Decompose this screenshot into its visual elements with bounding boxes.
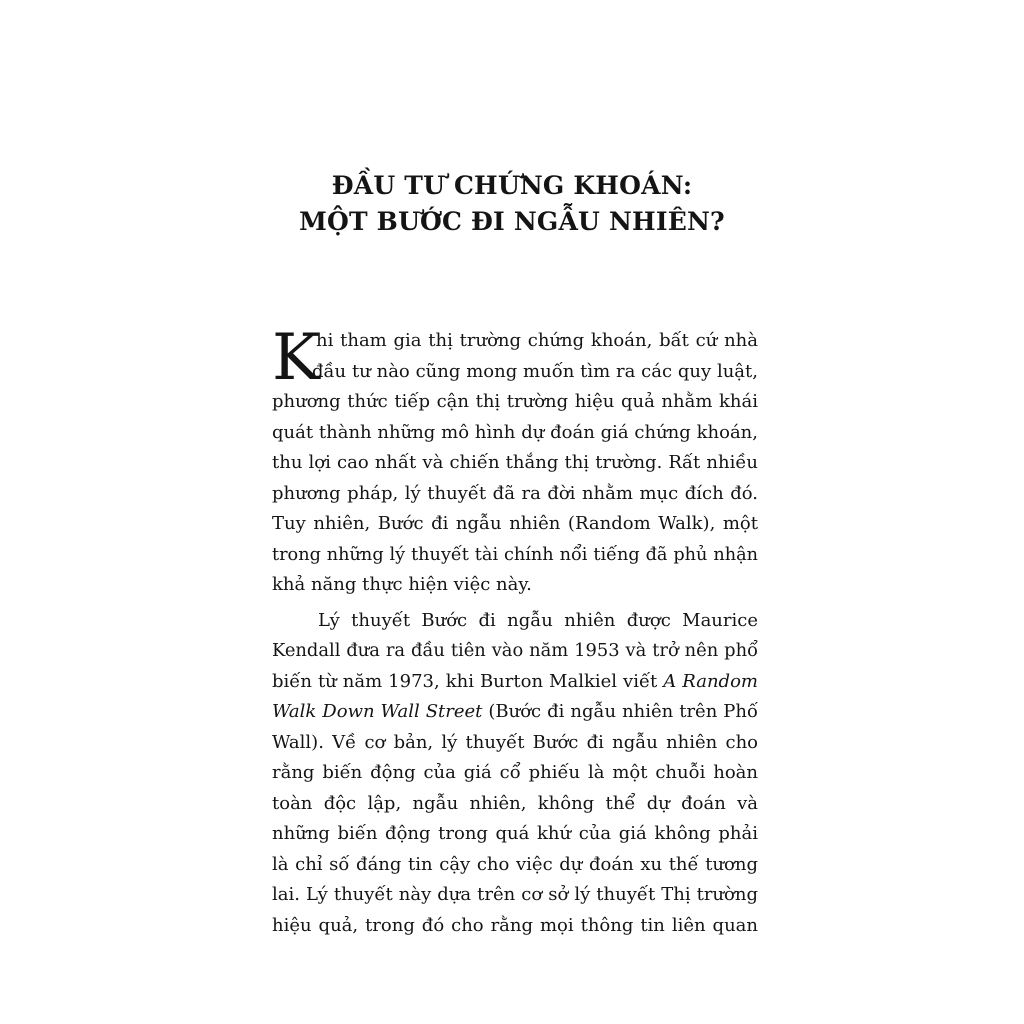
paragraph-2-line-11: hiệu quả, trong đó cho rằng mọi thông tin liên quan <box>272 914 758 936</box>
paragraph-2-line-9: là chỉ số đáng tin cậy cho việc dự đoán xu thế tương <box>272 853 758 875</box>
drop-cap: K <box>272 321 320 395</box>
chapter-title <box>262 168 762 240</box>
paragraph-2-line-4-text: (Bước đi ngẫu nhiên trên Phố <box>482 701 758 722</box>
paragraph-2-line-10: lai. Lý thuyết này dựa trên cơ sở lý thuyết Thị trường <box>272 884 758 905</box>
paragraph-1-line-8: trong những lý thuyết tài chính nổi tiếng đã phủ nhận <box>272 544 758 565</box>
book-title-part-2: Walk Down Wall Street <box>272 701 483 722</box>
paragraph-1-line-6: phương pháp, lý thuyết đã ra đời nhằm mục đích đó. <box>272 482 758 504</box>
paragraph-1-line-1: hi tham gia thị trường chứng khoán, bất cứ nhà <box>316 330 758 351</box>
paragraph-1 <box>272 321 758 601</box>
chapter-title-line-1: ĐẦU TƯ CHỨNG KHOÁN: <box>331 171 693 200</box>
paragraph-2-line-3-text: biến từ năm 1973, khi Burton Malkiel viết <box>272 670 664 692</box>
paragraph-2-line-8: những biến động trong quá khứ của giá không phải <box>272 823 758 844</box>
paragraph-2-line-5: Wall). Về cơ bản, lý thuyết Bước đi ngẫu nhiên cho <box>272 731 758 753</box>
paragraph-2-line-7: toàn độc lập, ngẫu nhiên, không thể dự đoán và <box>272 792 758 814</box>
paragraph-1-line-2: đầu tư nào cũng mong muốn tìm ra các quy luật, <box>312 360 758 382</box>
paragraph-2-line-1: Lý thuyết Bước đi ngẫu nhiên được Maurice <box>318 609 758 631</box>
body-text <box>272 321 758 941</box>
paragraph-1-line-9: khả năng thực hiện việc này. <box>272 574 532 595</box>
paragraph-2-line-2: Kendall đưa ra đầu tiên vào năm 1953 và trở nên phổ <box>272 640 758 661</box>
paragraph-1-line-4: quát thành những mô hình dự đoán giá chứng khoán, <box>272 421 758 443</box>
paragraph-2 <box>272 606 758 942</box>
paragraph-1-line-3: phương thức tiếp cận thị trường hiệu quả nhằm khái <box>272 391 758 412</box>
chapter-title-line-2: MỘT BƯỚC ĐI NGẪU NHIÊN? <box>299 207 725 236</box>
paragraph-1-line-5: thu lợi cao nhất và chiến thắng thị trường. Rất nhiều <box>272 452 758 473</box>
paragraph-1-line-7: Tuy nhiên, Bước đi ngẫu nhiên (Random Walk), một <box>272 513 758 534</box>
book-title-part-1: A Random <box>663 670 758 692</box>
paragraph-2-line-4 <box>272 697 758 728</box>
paragraph-2-line-6: rằng biến động của giá cổ phiếu là một chuỗi hoàn <box>272 762 758 783</box>
paragraph-2-line-3 <box>272 667 758 698</box>
drop-cap-block <box>272 321 758 395</box>
